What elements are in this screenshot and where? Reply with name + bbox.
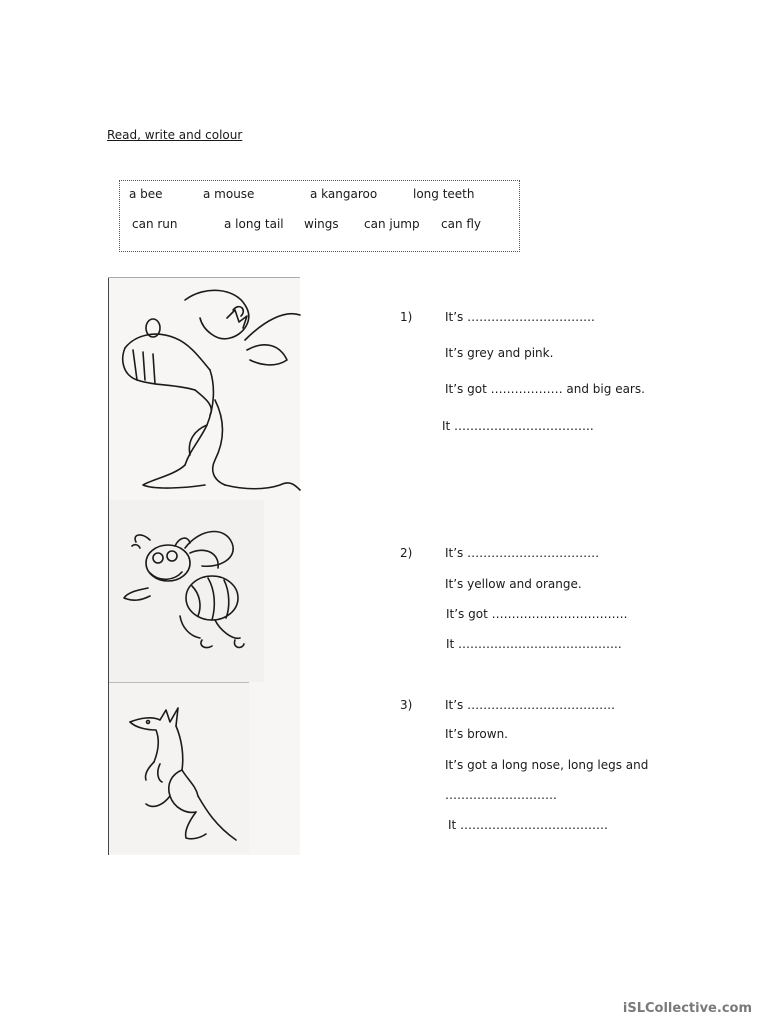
question-3-line-5: It ………………………………. xyxy=(448,818,608,832)
word-bank-item: wings xyxy=(304,217,339,231)
question-2-line-3: It’s got ……………………………. xyxy=(446,607,628,621)
word-bank-item: can fly xyxy=(441,217,482,231)
kangaroo-illustration xyxy=(126,700,241,845)
worksheet-title: Read, write and colour xyxy=(107,128,243,142)
site-watermark: iSLCollective.com xyxy=(622,1001,752,1016)
question-2-line-1: It’s …………………………… xyxy=(445,546,600,560)
question-1-line-1: It’s ………………………….. xyxy=(445,310,595,324)
question-3-line-1: It’s ………………………………. xyxy=(445,698,615,712)
question-2-line-2: It’s yellow and orange. xyxy=(445,577,582,591)
question-3-line-3: It’s got a long nose, long legs and xyxy=(445,758,649,772)
question-2-line-4: It ………………………………….. xyxy=(446,637,622,651)
word-bank-item: can run xyxy=(132,217,178,231)
question-1-line-4: It …………………………….. xyxy=(442,419,594,433)
question-3-line-4: ………………………. xyxy=(445,788,557,802)
bee-illustration xyxy=(120,528,250,653)
mouse-illustration xyxy=(115,280,300,495)
word-bank-item: can jump xyxy=(364,217,420,231)
question-3-line-2: It’s brown. xyxy=(445,727,508,741)
word-bank-item: a long tail xyxy=(224,217,284,231)
word-bank-item: a mouse xyxy=(203,187,255,201)
picture-edge xyxy=(108,277,109,855)
picture-edge xyxy=(108,277,300,278)
word-bank-item: a kangaroo xyxy=(310,187,378,201)
question-2-number: 2) xyxy=(400,546,413,560)
question-1-line-3: It’s got ……………… and big ears. xyxy=(445,382,645,396)
word-bank-item: a bee xyxy=(129,187,163,201)
word-bank-item: long teeth xyxy=(413,187,475,201)
question-1-number: 1) xyxy=(400,310,413,324)
question-3-number: 3) xyxy=(400,698,413,712)
question-1-line-2: It’s grey and pink. xyxy=(445,346,554,360)
